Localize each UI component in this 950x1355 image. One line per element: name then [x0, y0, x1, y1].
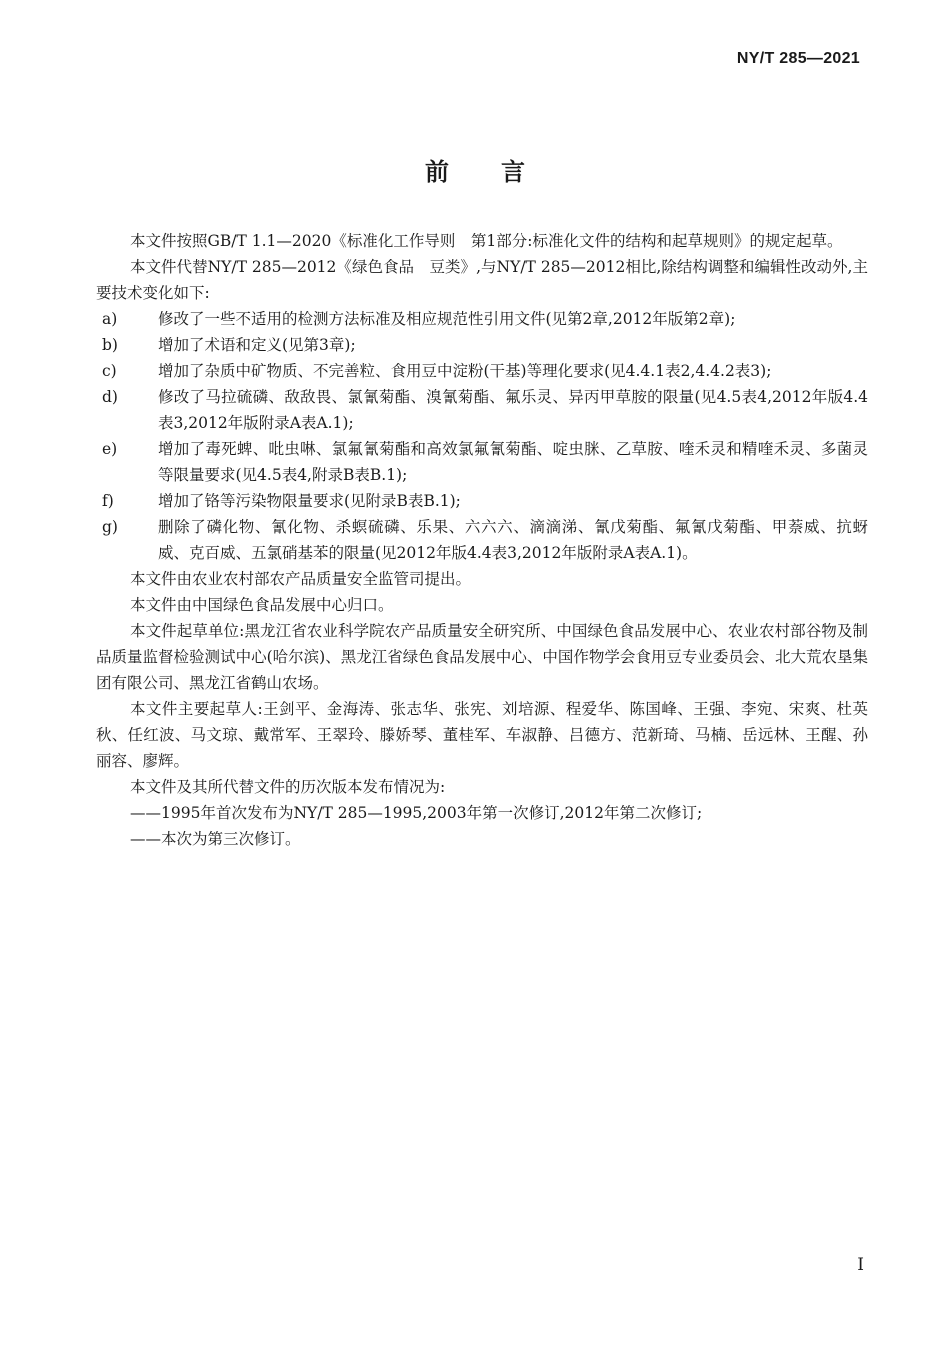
changes-list — [96, 306, 868, 566]
history-intro-paragraph: 本文件及其所代替文件的历次版本发布情况为: — [130, 778, 446, 796]
list-item — [96, 514, 868, 566]
list-item — [96, 358, 868, 384]
list-item — [96, 488, 868, 514]
history-item-2: ——本次为第三次修订。 — [130, 830, 301, 848]
list-item-text: 增加了铬等污染物限量要求(见附录B表B.1); — [158, 492, 461, 510]
list-item — [96, 306, 868, 332]
list-item-text: 修改了一些不适用的检测方法标准及相应规范性引用文件(见第2章,2012年版第2章); — [158, 310, 736, 328]
list-item-text: 删除了磷化物、氰化物、杀螟硫磷、乐果、六六六、滴滴涕、氰戊菊酯、氟氰戊菊酯、甲萘威、抗蚜威、克百威、五氯硝基苯的限量(见2012年版4.4表3,2012年版附录A表A.1)。 — [158, 518, 868, 562]
list-item-label: a) — [102, 310, 118, 328]
list-item-label: f) — [102, 492, 114, 510]
list-item-label: g) — [102, 518, 118, 536]
list-item-label: d) — [102, 388, 118, 406]
list-item-label: b) — [102, 336, 118, 354]
proposer-paragraph: 本文件由农业农村部农产品质量安全监管司提出。 — [130, 570, 472, 588]
list-item-label: c) — [102, 362, 117, 380]
list-item-text: 增加了杂质中矿物质、不完善粒、食用豆中淀粉(干基)等理化要求(见4.4.1表2,4.4.2表3); — [158, 362, 772, 380]
list-item-text: 增加了术语和定义(见第3章); — [158, 336, 356, 354]
centralized-paragraph: 本文件由中国绿色食品发展中心归口。 — [130, 596, 394, 614]
page-number: I — [857, 1255, 864, 1275]
list-item — [96, 384, 868, 436]
foreword-body — [96, 228, 868, 852]
list-item-text: 增加了毒死蜱、吡虫啉、氯氟氰菊酯和高效氯氟氰菊酯、啶虫脒、乙草胺、喹禾灵和精喹禾灵、多菌灵等限量要求(见4.5表4,附录B表B.1); — [158, 440, 868, 484]
list-item — [96, 436, 868, 488]
standard-number: NY/T 285—2021 — [736, 50, 860, 67]
history-item-1: ——1995年首次发布为NY/T 285—1995,2003年第一次修订,2012年第二次修订; — [130, 804, 703, 822]
list-item — [96, 332, 868, 358]
drafters-paragraph: 本文件主要起草人:王剑平、金海涛、张志华、张宪、刘培源、程爱华、陈国峰、王强、李宛、宋爽、杜英秋、任红波、马文琼、戴常军、王翠玲、滕娇琴、董桂军、车淑静、吕德方、范新琦、马楠、岳远林、王醒、孙丽容、廖辉。 — [96, 700, 868, 770]
intro-paragraph-1: 本文件按照GB/T 1.1—2020《标准化工作导则 第1部分:标准化文件的结构和起草规则》的规定起草。 — [130, 232, 843, 250]
page-title — [0, 152, 950, 187]
title-char-2: 言 — [501, 158, 525, 186]
drafting-units-paragraph: 本文件起草单位:黑龙江省农业科学院农产品质量安全研究所、中国绿色食品发展中心、农业农村部谷物及制品质量监督检验测试中心(哈尔滨)、黑龙江省绿色食品发展中心、中国作物学会食用豆专业委员会、北大荒农垦集团有限公司、黑龙江省鹤山农场。 — [96, 622, 868, 692]
title-char-1: 前 — [425, 158, 449, 186]
intro-paragraph-2: 本文件代替NY/T 285—2012《绿色食品 豆类》,与NY/T 285—2012相比,除结构调整和编辑性改动外,主要技术变化如下: — [96, 258, 868, 302]
list-item-text: 修改了马拉硫磷、敌敌畏、氯氰菊酯、溴氰菊酯、氟乐灵、异丙甲草胺的限量(见4.5表4,2012年版4.4表3,2012年版附录A表A.1); — [158, 388, 868, 432]
list-item-label: e) — [102, 440, 118, 458]
